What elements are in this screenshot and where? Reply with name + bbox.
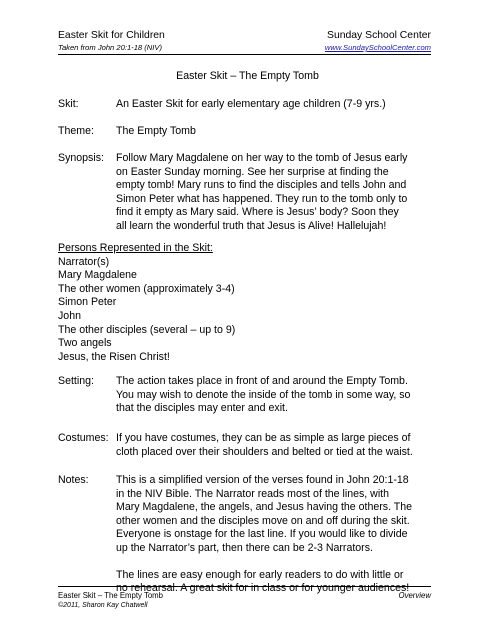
skit-label: Skit: [58, 98, 79, 110]
header-sub-row [58, 43, 431, 52]
costumes-text [116, 432, 435, 459]
notes-line: in the NIV Bible. The Narrator reads most of the lines, with [116, 487, 390, 500]
person-item: Two angels [58, 337, 112, 350]
footer-copyright: ©2011, Sharon Kay Chatwell [58, 602, 148, 609]
paragraph-gap [116, 556, 435, 569]
costumes-line: If you have costumes, they can be as simple as large pieces of [116, 432, 411, 444]
website-link[interactable]: www.SundaySchoolCenter.com [324, 43, 431, 52]
footer-left: Easter Skit – The Empty Tomb [58, 591, 164, 600]
person-item: Simon Peter [58, 296, 117, 309]
footer-copyright-row [58, 602, 431, 609]
person-item: The other women (approximately 3-4) [58, 282, 235, 295]
costumes-label: Costumes: [58, 432, 109, 444]
skit-section [58, 98, 435, 112]
notes-label: Notes: [58, 474, 89, 486]
skit-value: An Easter Skit for early elementary age children (7-9 yrs.) [116, 98, 386, 110]
synopsis-line: all learn the wonderful truth that Jesus is Alive! Hallelujah! [116, 219, 387, 232]
synopsis-line: find it empty as Mary said. Where is Jesus’ body? Soon they [116, 206, 399, 219]
setting-text [116, 375, 435, 416]
persons-heading: Persons Represented in the Skit: [58, 242, 213, 254]
theme-value: The Empty Tomb [116, 125, 196, 137]
footer-right: Overview [398, 591, 431, 600]
notes-text [116, 474, 435, 596]
costumes-section [58, 432, 435, 459]
header-left-title: Easter Skit for Children [58, 30, 165, 41]
synopsis-text [116, 152, 435, 234]
person-item: John [58, 309, 81, 322]
person-item: The other disciples (several – up to 9) [58, 323, 236, 336]
footer-divider [58, 586, 431, 587]
notes-line: up the Narrator’s part, then there can be 2-3 Narrators. [116, 541, 373, 554]
setting-line: The action takes place in front of and around the Empty Tomb. [116, 375, 408, 387]
notes-line: Mary Magdalene, the angels, and Jesus having the others. The [116, 501, 413, 514]
setting-line: that the disciples may enter and exit. [116, 402, 288, 415]
notes-line: Everyone is onstage for the last line. If you would like to divide [116, 528, 408, 541]
synopsis-line: Follow Mary Magdalene on her way to the tomb of Jesus early [116, 152, 408, 164]
synopsis-section [58, 152, 435, 234]
person-item: Mary Magdalene [58, 269, 137, 282]
synopsis-line: Simon Peter what has happened. They run to the tomb only to [116, 192, 408, 205]
setting-label: Setting: [58, 375, 94, 387]
theme-label: Theme: [58, 125, 94, 137]
header-title-row [58, 30, 431, 41]
header-right-title: Sunday School Center [327, 30, 431, 41]
notes-line: The lines are easy enough for early readers to do with little or [116, 568, 404, 581]
setting-section [58, 375, 435, 416]
notes-section [58, 474, 435, 596]
notes-line: other women and the disciples move on and off during the skit. [116, 514, 410, 527]
header-source: Taken from John 20:1-18 (NIV) [58, 43, 162, 52]
person-item: Narrator(s) [58, 255, 110, 268]
setting-line: You may wish to denote the inside of the tomb in some way, so [116, 388, 411, 401]
synopsis-line: on Easter Sunday morning. See her surprise at finding the [116, 165, 389, 178]
header-divider [58, 54, 431, 55]
notes-line: This is a simplified version of the verses found in John 20:1-18 [116, 474, 409, 486]
persons-section [58, 242, 435, 364]
document-title: Easter Skit – The Empty Tomb [176, 70, 319, 82]
notes-line: no rehearsal. A great skit for in class or for younger audiences! [116, 582, 410, 595]
person-item: Jesus, the Risen Christ! [58, 350, 170, 363]
theme-section [58, 125, 435, 139]
synopsis-line: empty tomb! Mary runs to find the disciples and tells John and [116, 179, 407, 192]
synopsis-label: Synopsis: [58, 152, 104, 164]
footer-row [58, 591, 431, 600]
costumes-line: cloth placed over their shoulders and belted or tied at the waist. [116, 445, 413, 458]
